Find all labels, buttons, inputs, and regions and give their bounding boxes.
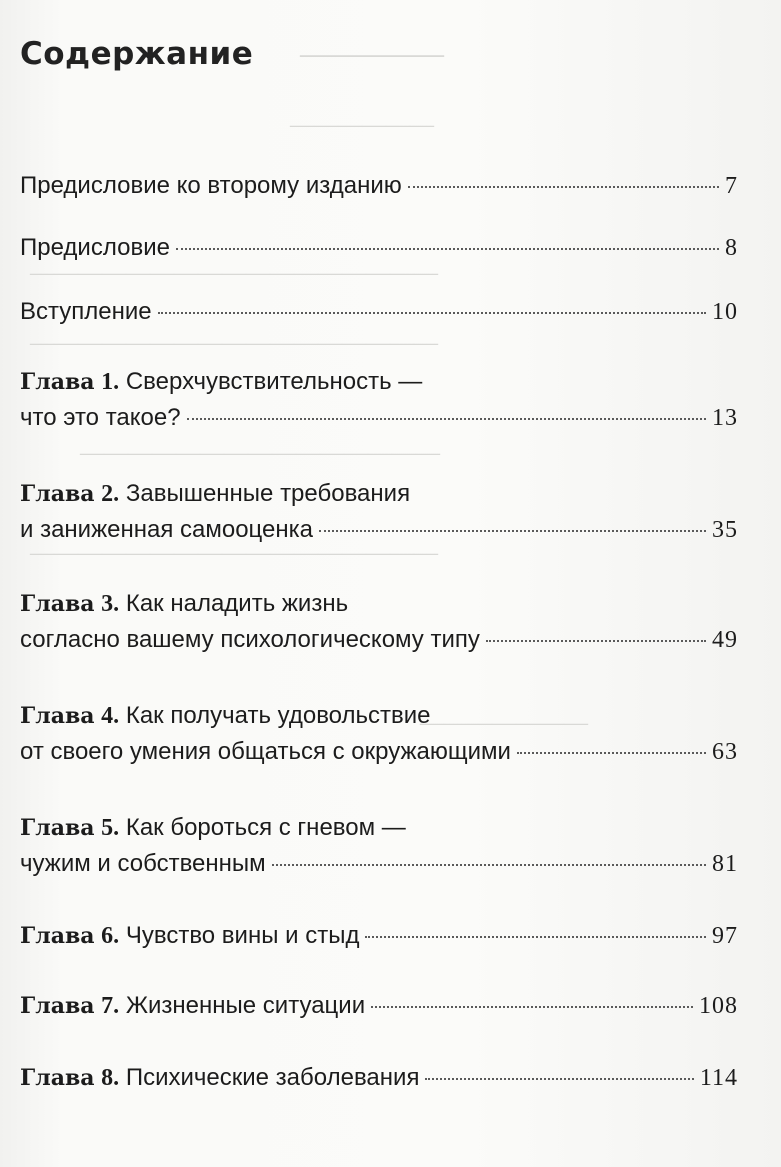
dot-leader <box>319 530 706 532</box>
toc-entry-introduction[interactable] <box>20 294 738 330</box>
chapter-number: 8. <box>101 1065 120 1091</box>
toc-entry-chapter-5[interactable] <box>20 810 738 882</box>
dot-leader <box>365 936 706 938</box>
toc-page-number: 81 <box>712 851 738 877</box>
toc-page-number: 108 <box>699 993 738 1019</box>
toc-entry-title-line-1: Как бороться с гневом — <box>125 814 406 841</box>
toc-entry-title-line-1: Как наладить жизнь <box>125 590 349 617</box>
chapter-label: Глава <box>20 369 95 395</box>
toc-entry-title-line-1: Как получать удовольствие <box>125 702 431 729</box>
toc-entry-title-line-2: чужим и собственным <box>20 850 266 877</box>
dot-leader <box>486 640 706 642</box>
toc-entry-chapter-8[interactable] <box>20 1060 738 1096</box>
toc-entry-chapter-4[interactable] <box>20 698 738 770</box>
toc-entry-title: Предисловие <box>20 234 170 261</box>
toc-entry-title-line-2: согласно вашему психологическому типу <box>20 626 480 653</box>
dot-leader <box>176 248 719 250</box>
toc-entry-title-line-2: что это такое? <box>20 404 181 431</box>
toc-title: Содержание <box>20 36 254 72</box>
toc-entry-title-line-1: Сверхчувствительность — <box>125 368 423 395</box>
toc-entry-preface-second-edition[interactable] <box>20 168 738 204</box>
toc-entry-preface[interactable] <box>20 230 738 266</box>
toc-page-number: 13 <box>712 405 738 431</box>
dot-leader <box>272 864 706 866</box>
toc-entry-chapter-1[interactable] <box>20 364 738 436</box>
chapter-label: Глава <box>20 591 95 617</box>
chapter-label: Глава <box>20 1065 95 1091</box>
dot-leader <box>371 1006 693 1008</box>
chapter-number: 6. <box>101 923 120 949</box>
toc-entry-title: Психические заболевания <box>125 1064 420 1091</box>
toc-entry-title-line-2: от своего умения общаться с окружающими <box>20 738 511 765</box>
chapter-number: 7. <box>101 993 120 1019</box>
toc-page-number: 97 <box>712 923 738 949</box>
toc-entry-chapter-7[interactable] <box>20 988 738 1024</box>
dot-leader <box>425 1078 693 1080</box>
toc-entry-chapter-6[interactable] <box>20 918 738 954</box>
chapter-label: Глава <box>20 923 95 949</box>
toc-page-number: 8 <box>725 235 738 261</box>
toc-page-number: 63 <box>712 739 738 765</box>
dot-leader <box>517 752 706 754</box>
toc-page-number: 10 <box>712 299 738 325</box>
chapter-label: Глава <box>20 993 95 1019</box>
chapter-label: Глава <box>20 481 95 507</box>
toc-entry-title: Жизненные ситуации <box>125 992 366 1019</box>
dot-leader <box>408 186 719 188</box>
toc-page-number: 49 <box>712 627 738 653</box>
chapter-number: 4. <box>101 703 120 729</box>
chapter-number: 3. <box>101 591 120 617</box>
toc-entry-chapter-2[interactable] <box>20 476 738 548</box>
toc-entry-title-line-2: и заниженная самооценка <box>20 516 314 543</box>
toc-page-number: 114 <box>699 1065 738 1091</box>
toc-entry-title-line-1: Завышенные требования <box>125 480 411 507</box>
toc-entry-title: Чувство вины и стыд <box>125 922 360 949</box>
chapter-number: 5. <box>101 815 120 841</box>
chapter-number: 2. <box>101 481 120 507</box>
toc-entry-title: Предисловие ко второму изданию <box>20 172 402 199</box>
chapter-number: 1. <box>101 369 120 395</box>
toc-entry-title: Вступление <box>20 298 152 325</box>
toc-entry-chapter-3[interactable] <box>20 586 738 658</box>
dot-leader <box>187 418 706 420</box>
chapter-label: Глава <box>20 703 95 729</box>
dot-leader <box>158 312 706 314</box>
toc-page-number: 7 <box>725 173 738 199</box>
chapter-label: Глава <box>20 815 95 841</box>
toc-page-number: 35 <box>712 517 738 543</box>
reverse-side-show-through: —————— —————— ————————————————— ————————————————— ——————————————— ————————————————— ——————— <box>30 42 588 736</box>
